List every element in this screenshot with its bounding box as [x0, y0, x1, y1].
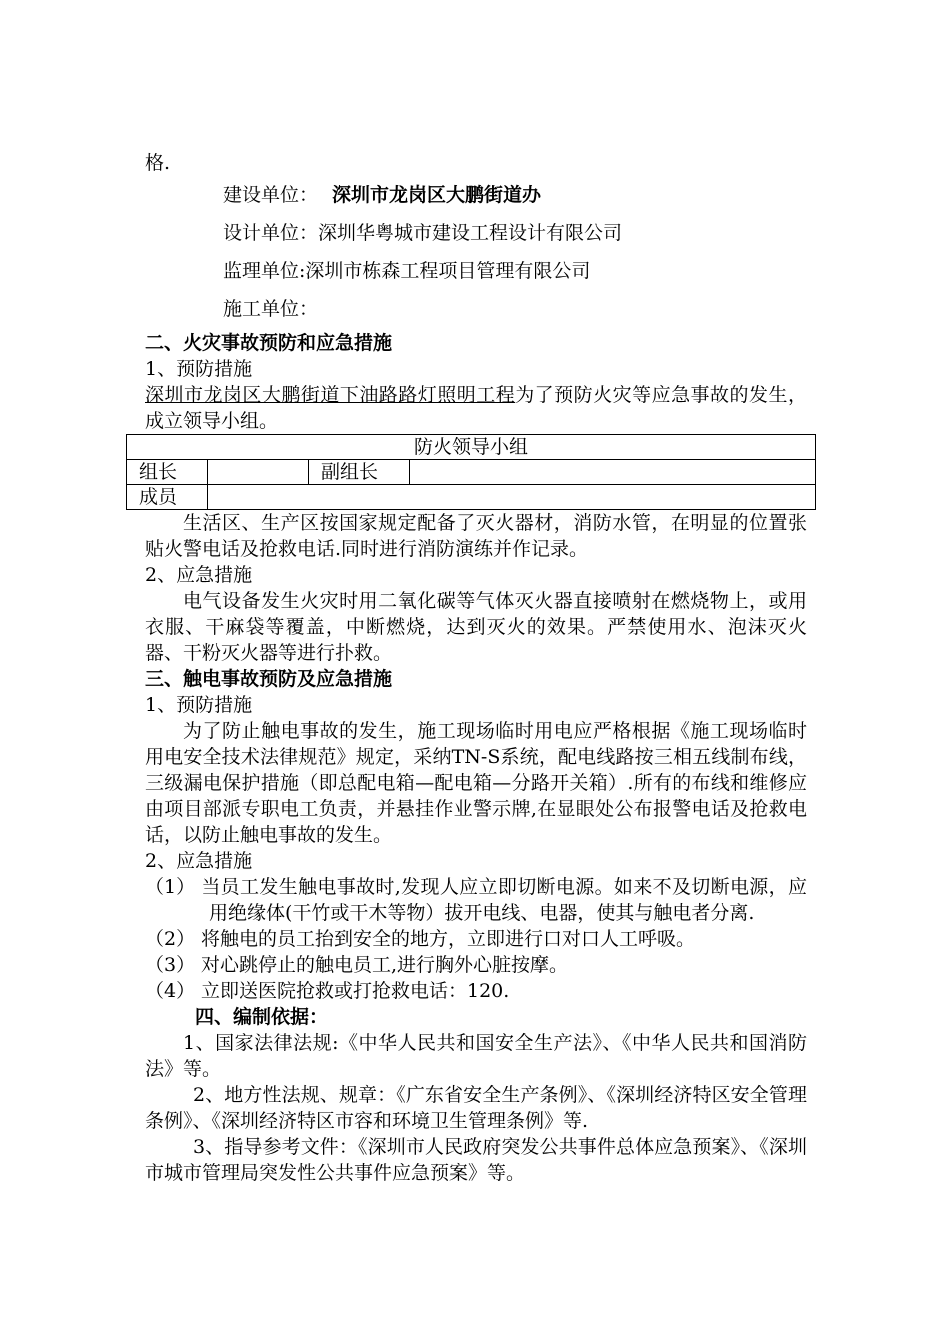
construct-unit-label: 施工单位： [223, 298, 319, 320]
table-title: 防火领导小组 [127, 435, 816, 460]
basis-heading: 四、编制依据： [195, 1006, 329, 1028]
basis-item: 2、地方性法规、规章：《广东省安全生产条例》、《深圳经济特区安全管理条例》、《深圳经济特区市容和环境卫生管理条例》等. [145, 1084, 807, 1132]
basis-item: 3、指导参考文件：《深圳市人民政府突发公共事件总体应急预案》、《深圳市城市管理局突发性公共事件应急预案》等。 [145, 1136, 807, 1184]
item-number: （4） [145, 980, 196, 1002]
item-text: 当员工发生触电事故时,发现人应立即切断电源。如来不及切断电源，应用绝缘体(干竹或干木等物）拔开电线、电器，使其与触电者分离. [201, 876, 807, 924]
deputy-label: 副组长 [309, 460, 410, 485]
list-item [145, 952, 807, 978]
fire-prevent-body: 生活区、生产区按国家规定配备了灭火器材，消防水管，在明显的位置张贴火警电话及抢救电话.同时进行消防演练并作记录。 [145, 512, 807, 560]
supervise-unit-label: 监理单位: [223, 260, 306, 282]
item-text: 立即送医院抢救或打抢救电话：120. [201, 980, 510, 1002]
item-number: （1） [145, 876, 196, 898]
fire-heading: 二、火灾事故预防和应急措施 [145, 332, 393, 354]
document-page [139, 150, 807, 1186]
fire-emergency-body: 电气设备发生火灾时用二氧化碳等气体灭火器直接喷射在燃烧物上，或用衣服、干麻袋等覆盖，中断燃烧，达到灭火的效果。严禁使用水、泡沫灭火器、干粉灭火器等进行扑救。 [145, 590, 807, 664]
item-text: 对心跳停止的触电员工,进行胸外心脏按摩。 [201, 954, 569, 976]
members-value [208, 485, 816, 510]
supervise-unit-value: 深圳市栋森工程项目管理有限公司 [305, 260, 591, 282]
fire-prevent-intro-rest: 为了预防火灾等应急事故的发生，成立领导小组。 [145, 384, 807, 432]
fire-prevent-intro [145, 382, 807, 434]
deputy-value [410, 460, 816, 485]
design-unit-value: 深圳华粤城市建设工程设计有限公司 [318, 222, 623, 244]
list-item [145, 978, 807, 1004]
design-unit-label: 设计单位： [223, 222, 319, 244]
item-number: （2） [145, 928, 196, 950]
leader-value [208, 460, 309, 485]
electric-prevent-body: 为了防止触电事故的发生，施工现场临时用电应严格根据《施工现场临时用电安全技术法律规范》规定，采纳TN-S系统，配电线路按三相五线制布线，三级漏电保护措施（即总配电箱—配电箱—分路开关箱）.所有的布线和维修应由项目部派专职电工负责，并悬挂作业警示牌,在显眼处公布报警电话及抢救电话，以防止触电事故的发生。 [145, 720, 807, 846]
electric-emergency-heading: 2、应急措施 [145, 850, 253, 872]
leader-label: 组长 [127, 460, 208, 485]
table-row [127, 460, 816, 485]
list-item [145, 926, 807, 952]
fire-emergency-heading: 2、应急措施 [145, 564, 253, 586]
fire-leadership-table [126, 434, 816, 510]
build-unit-value: 深圳市龙岗区大鹏街道办 [332, 184, 542, 206]
list-item [145, 874, 807, 926]
supervise-unit [145, 258, 807, 284]
build-unit [145, 182, 807, 208]
intro-tail: 格. [145, 152, 171, 174]
project-name: 深圳市龙岗区大鹏街道下油路路灯照明工程 [145, 384, 516, 406]
build-unit-label: 建设单位： [223, 184, 319, 206]
design-unit [145, 220, 807, 246]
table-row [127, 485, 816, 510]
construct-unit [145, 296, 807, 322]
item-number: （3） [145, 954, 196, 976]
table-row [127, 435, 816, 460]
members-label: 成员 [127, 485, 208, 510]
basis-item: 1、国家法律法规:《中华人民共和国安全生产法》、《中华人民共和国消防法》等。 [145, 1032, 807, 1080]
electric-prevent-heading: 1、预防措施 [145, 694, 253, 716]
fire-prevent-heading: 1、预防措施 [145, 358, 253, 380]
electric-heading: 三、触电事故预防及应急措施 [145, 668, 393, 690]
item-text: 将触电的员工抬到安全的地方，立即进行口对口人工呼吸。 [201, 928, 696, 950]
